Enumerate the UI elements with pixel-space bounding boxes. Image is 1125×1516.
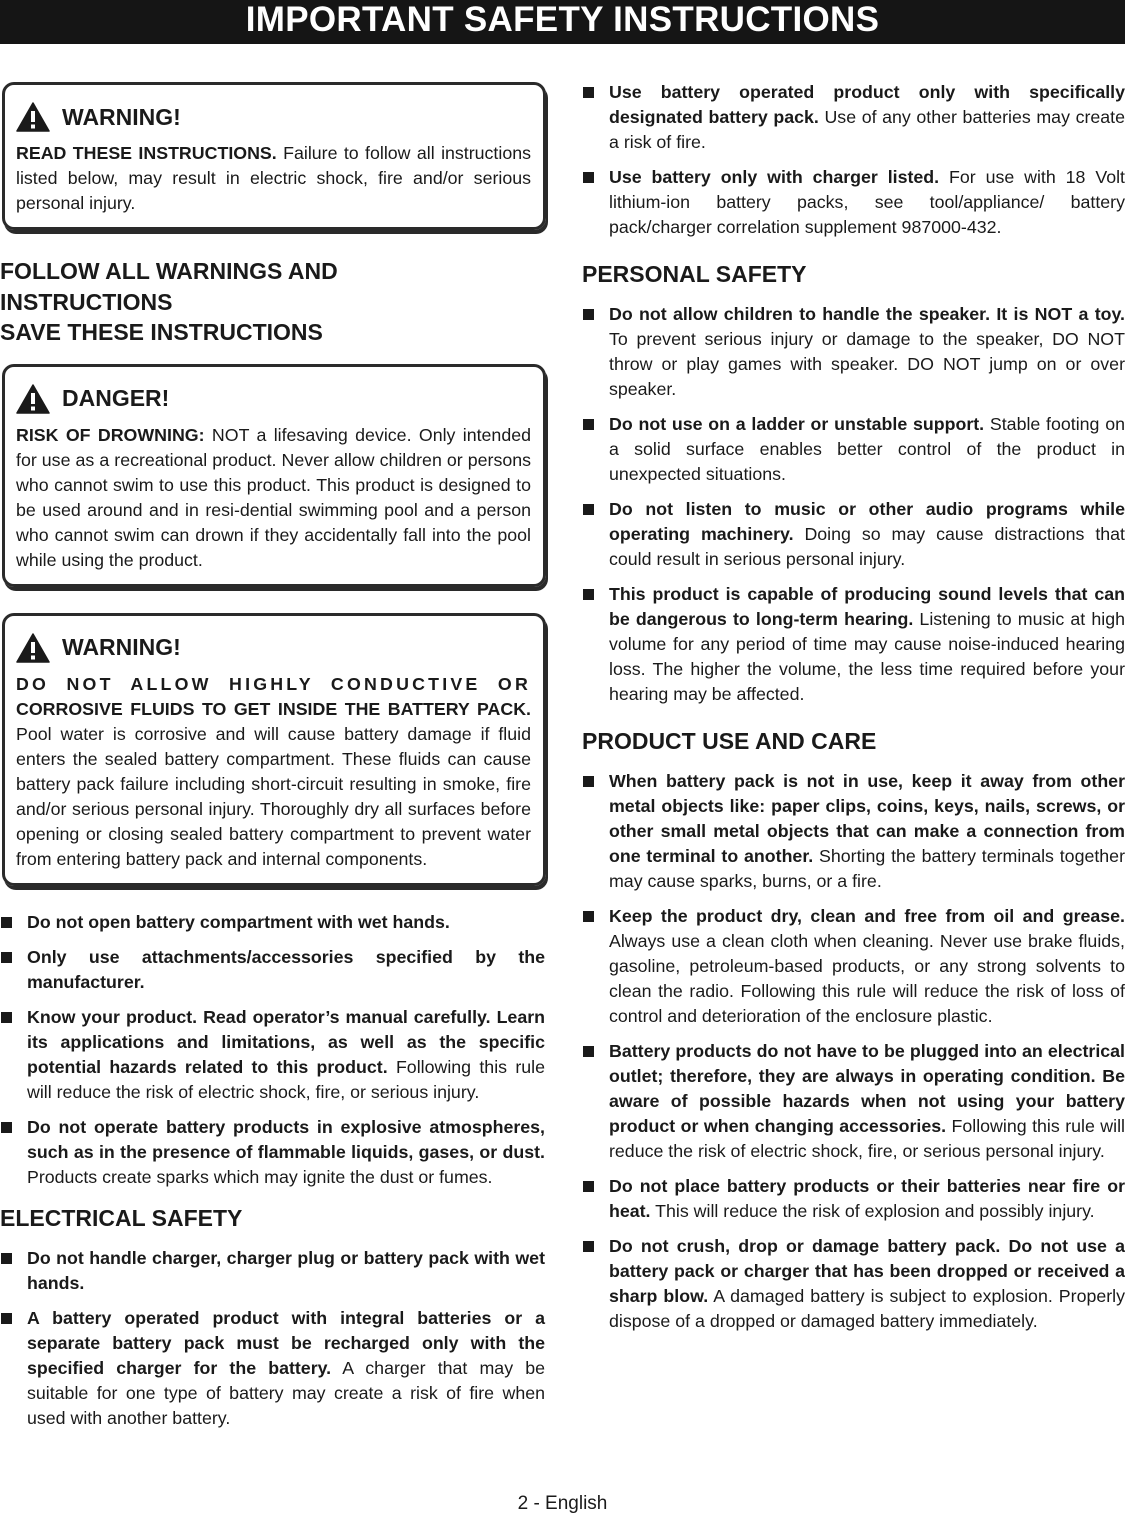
list-item <box>582 497 1125 572</box>
list-item-text: Use of any other batteries may create a risk of fire. <box>609 107 1125 152</box>
list-item-text: Stable footing on a solid surface enables better control of the product in unexpected situations. <box>609 414 1125 484</box>
bullet-square-icon <box>583 309 594 320</box>
list-item-text: Listening to music at high volume for any period of time may cause noise-induced hearing loss. The higher the volume, the less time required before your hearing may be affected. <box>609 609 1125 704</box>
follow-warnings-heading <box>0 256 545 348</box>
warning-lead-line-1: DO NOT ALLOW HIGHLY CONDUCTIVE OR <box>16 673 531 694</box>
warning-title: WARNING! <box>62 103 181 130</box>
bullet-square-icon <box>583 1241 594 1252</box>
warning-triangle-icon <box>16 384 50 414</box>
danger-box-drowning <box>2 364 546 587</box>
list-item <box>582 80 1125 155</box>
bullet-square-icon <box>1 1012 12 1023</box>
warning-title: WARNING! <box>62 634 181 660</box>
bullet-square-icon <box>583 1181 594 1192</box>
list-item-bold: Do not use on a ladder or unstable support. <box>609 414 985 434</box>
list-item <box>582 1039 1125 1164</box>
product-use-care-heading: PRODUCT USE AND CARE <box>582 728 877 754</box>
list-item-text: A charger that may be suitable for one type of battery may create a risk of fire when used with another battery. <box>27 1357 545 1428</box>
list-item <box>0 1306 545 1431</box>
follow-heading-line-2: INSTRUCTIONS <box>0 288 173 315</box>
list-item <box>0 1005 545 1105</box>
list-item-bold: Do not handle charger, charger plug or battery pack with wet hands. <box>27 1247 545 1293</box>
list-item <box>582 165 1125 240</box>
list-item-text: Shorting the battery terminals together may cause sparks, burns, or a fire. <box>609 846 1125 891</box>
save-heading: SAVE THESE INSTRUCTIONS <box>0 319 323 345</box>
bullet-square-icon <box>1 1313 12 1324</box>
list-item-bold: Use battery only with charger listed. <box>609 167 940 187</box>
warning-lead: READ THESE INSTRUCTIONS. <box>16 143 277 163</box>
list-item <box>0 1246 545 1296</box>
warning-box-header <box>16 630 531 666</box>
page-banner: IMPORTANT SAFETY INSTRUCTIONS <box>0 0 1125 44</box>
list-item-text: This will reduce the risk of explosion and possibly injury. <box>650 1201 1095 1221</box>
list-item <box>582 302 1125 402</box>
danger-text <box>16 423 531 573</box>
electrical-safety-list-continued <box>582 80 1125 240</box>
bullet-square-icon <box>583 776 594 787</box>
list-item-text: Doing so may cause distractions that could result in serious personal injury. <box>609 524 1125 569</box>
list-item-bold: Use battery operated product only with specifically designated battery pack. <box>609 82 1125 127</box>
warning-body: Pool water is corrosive and will cause battery damage if fluid enters the sealed battery compartment. These fluids can cause battery pack failure including short-circuit resulting in smoke, fire and/or serious personal injury. Thoroughly dry all surfaces before opening or closing sealed battery compartment to prevent water from entering battery pack and internal components. <box>16 723 531 869</box>
left-column <box>0 80 545 1441</box>
list-item-bold: Battery products do not have to be plugged into an electrical outlet; therefore, they are always in operating condition. Be aware of possible hazards when not using your battery product or when changing accessories. <box>609 1041 1125 1136</box>
electrical-safety-list <box>0 1246 545 1431</box>
list-item <box>582 1174 1125 1224</box>
bullet-square-icon <box>1 917 12 928</box>
bullet-square-icon <box>583 87 594 98</box>
list-item-text: For use with 18 Volt lithium-ion battery packs, see tool/appliance/ battery pack/charger correlation supplement 987000-432. <box>609 167 1125 237</box>
page-footer: 2 - English <box>517 1493 608 1514</box>
list-item-bold: Know your product. Read operator’s manual carefully. Learn its applications and limitations, as well as the specific potential hazards related to this product. <box>27 1006 545 1077</box>
bullet-square-icon <box>1 952 12 963</box>
bullet-square-icon <box>583 172 594 183</box>
list-item-bold: Do not place battery products or their batteries near fire or heat. <box>609 1176 1125 1221</box>
list-item-bold: Do not listen to music or other audio programs while operating machinery. <box>609 499 1125 544</box>
list-item-text: Products create sparks which may ignite the dust or fumes. <box>27 1166 493 1187</box>
warning-triangle-icon <box>16 102 50 132</box>
warning-body: Failure to follow all instructions listed below, may result in electric shock, fire and/or serious personal injury. <box>16 143 531 213</box>
personal-safety-list <box>582 302 1125 707</box>
list-item-bold: Do not operate battery products in explosive atmospheres, such as in the presence of flammable liquids, gases, or dust. <box>27 1116 545 1162</box>
bullet-square-icon <box>583 1046 594 1057</box>
list-item-text: A damaged battery is subject to explosion. Properly dispose of a dropped or damaged battery immediately. <box>609 1286 1125 1331</box>
electrical-safety-heading: ELECTRICAL SAFETY <box>0 1204 243 1231</box>
list-item-text: Following this rule will reduce the risk of electric shock, fire, or serious personal injury. <box>609 1116 1125 1161</box>
list-item-text: Always use a clean cloth when cleaning. Never use brake fluids, gasoline, petroleum-based products, or any strong solvents to clean the radio. Following this rule will reduce the risk of loss of control and deterioration of the enclosure plastic. <box>609 931 1125 1026</box>
warning-lead-line-2: CORROSIVE FLUIDS TO GET INSIDE THE BATTERY PACK. <box>16 698 531 719</box>
list-item-text: Following this rule will reduce the risk of electric shock, fire, or serious injury. <box>27 1056 545 1102</box>
warning-box-read-instructions <box>2 82 546 230</box>
list-item <box>0 910 545 935</box>
follow-heading-line-1: FOLLOW ALL WARNINGS AND <box>0 258 338 284</box>
list-item <box>582 904 1125 1029</box>
danger-title: DANGER! <box>62 385 170 411</box>
warning-triangle-icon <box>16 633 50 663</box>
list-item-bold: Only use attachments/accessories specified by the manufacturer. <box>27 946 545 992</box>
right-column <box>582 80 1125 1344</box>
list-item <box>582 412 1125 487</box>
personal-safety-heading: PERSONAL SAFETY <box>582 261 807 287</box>
danger-lead: RISK OF DROWNING: <box>16 424 205 445</box>
bullet-square-icon <box>583 911 594 922</box>
warning-text <box>16 672 531 872</box>
list-item <box>0 1115 545 1190</box>
list-item-bold: Do not open battery compartment with wet hands. <box>27 911 450 932</box>
product-use-care-list <box>582 769 1125 1334</box>
list-item <box>0 945 545 995</box>
danger-body: NOT a lifesaving device. Only intended for use as a recreational product. Never allow children or persons who cannot swim to use this product. This product is designed to be used around and in resi-dential swimming pool and a person who cannot swim can drown if they accidentally fall into the pool while using the product. <box>16 424 531 570</box>
list-item <box>582 582 1125 707</box>
list-item-bold: Do not allow children to handle the speaker. It is NOT a toy. <box>609 304 1125 324</box>
bullet-square-icon <box>583 504 594 515</box>
list-item-bold: When battery pack is not in use, keep it away from other metal objects like: paper clips, coins, keys, nails, screws, or other small metal objects that can make a connection from one terminal to another. <box>609 771 1125 866</box>
warning-text <box>16 141 531 216</box>
list-item-bold: Keep the product dry, clean and free from oil and grease. <box>609 906 1125 926</box>
bullet-square-icon <box>583 419 594 430</box>
list-item <box>582 1234 1125 1334</box>
warning-box-header <box>16 99 531 135</box>
bullet-square-icon <box>1 1253 12 1264</box>
list-item-bold: Do not crush, drop or damage battery pack. Do not use a battery pack or charger that has been dropped or received a sharp blow. <box>609 1236 1125 1306</box>
list-item-bold: A battery operated product with integral batteries or a separate battery pack must be recharged only with the specified charger for the battery. <box>27 1307 545 1378</box>
general-safety-list <box>0 910 545 1190</box>
warning-box-conductive-fluids <box>2 613 546 886</box>
bullet-square-icon <box>1 1122 12 1133</box>
list-item-bold: This product is capable of producing sound levels that can be dangerous to long-term hearing. <box>609 584 1125 629</box>
bullet-square-icon <box>583 589 594 600</box>
list-item <box>582 769 1125 894</box>
danger-box-header <box>16 381 531 417</box>
list-item-text: To prevent serious injury or damage to the speaker, DO NOT throw or play games with speaker. DO NOT jump on or over speaker. <box>609 329 1125 399</box>
